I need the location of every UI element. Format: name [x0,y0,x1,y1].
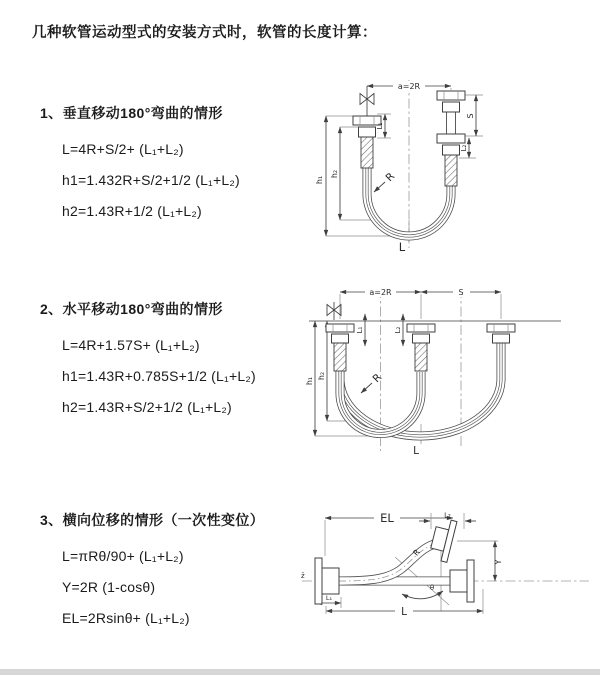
diagram-vertical-bend [313,70,558,255]
formula-l: L=πRθ/90+ (L₁+L₂) [62,548,184,564]
section-3-heading: 3、横向位移的情形（一次性变位） [40,512,265,528]
section-vertical-movement [40,103,240,227]
section-1-heading: 1、垂直移动180°弯曲的情形 [40,105,223,121]
flange-left [315,558,322,604]
flange-right-original [467,560,474,602]
formula-l: L=4R+S/2+ (L₁+L₂) [62,141,184,157]
flange-right-lower [437,134,465,143]
valve-icon [360,94,367,105]
d2-label-h1: h₁ [305,376,314,386]
d3-label-r: R [411,547,422,558]
formula-h1: h1=1.43R+0.785S+1/2 (L₁+L₂) [62,368,256,384]
braided-hose-section [445,155,457,186]
d1-label-l2: L₂ [460,144,468,152]
formula-el: EL=2Rsinθ+ (L₁+L₂) [62,610,190,626]
d2-label-r: R [370,371,385,386]
d2-label-h2: h₂ [317,371,326,381]
d1-label-l: L [398,240,406,254]
d2-label-l2: L₂ [394,326,402,334]
d2-label-l1: L₁ [356,326,364,334]
bottom-strip [0,669,600,675]
section-2-heading: 2、水平移动180°弯曲的情形 [40,301,223,317]
section-lateral-displacement [40,510,264,634]
flange-right-upper [437,91,465,100]
d3-centerline-mark: z̄ [301,572,305,580]
d1-label-l1: L₁ [376,122,384,130]
d3-label-y: Y [494,559,503,565]
d1-label-h2: h₂ [330,169,339,179]
diagram-lateral-displacement [298,496,593,651]
flange-right-moved [487,324,515,332]
d1-label-s: S [466,113,475,119]
braided-hose-section [361,137,373,168]
d3-label-el: EL [380,511,394,525]
formula-l: L=4R+1.57S+ (L₁+L₂) [62,337,200,353]
formula-h1: h1=1.432R+S/2+1/2 (L₁+L₂) [62,172,240,188]
flange-left [326,324,354,332]
formula-y: Y=2R (1-cosθ) [62,579,156,595]
formula-h2: h2=1.43R+1/2 (L₁+L₂) [62,203,202,219]
section-horizontal-movement [40,299,256,423]
d3-hose-displaced [339,543,437,581]
flange-middle [407,324,435,332]
d2-label-a2r: a=2R [369,288,392,297]
d3-label-l1: L₁ [325,594,333,602]
d1-label-a2r: a=2R [397,82,421,91]
flange-displaced [428,517,457,562]
d2-label-l: L [413,445,419,457]
d3-dimension-lines [302,512,589,617]
d1-label-h1: h₁ [315,175,324,185]
braided-hose-section [415,343,427,371]
d2-label-s: S [458,288,464,297]
d3-label-theta: θ [429,584,435,592]
d3-fittings [315,517,474,604]
d2-fittings [309,302,561,371]
formula-h2: h2=1.43R+S/2+1/2 (L₁+L₂) [62,399,232,415]
diagram-horizontal-bend [303,276,568,461]
d3-label-l2: L₂ [444,511,451,520]
d3-label-l: L [401,606,407,618]
valve-icon [327,305,334,316]
d1-label-r: R [383,170,398,185]
page-title: 几种软管运动型式的安装方式时，软管的长度计算： [32,25,377,41]
braided-hose-section [334,343,346,371]
